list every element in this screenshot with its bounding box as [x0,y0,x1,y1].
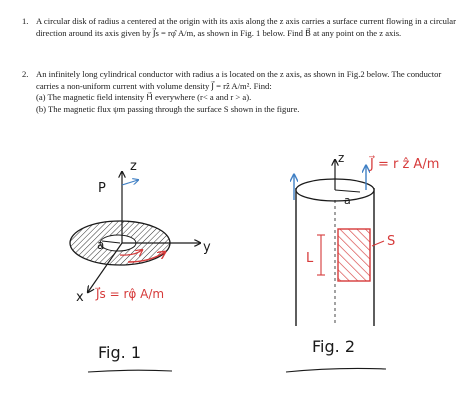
fig1-caption: Fig. 1 [98,343,141,362]
problem-2-text: An infinitely long cylindrical conductor with radius a is located on the z axis, as shown in Fig.2 below. The conductor carries a non-uniform current with volume density J⃗ = rẑ A/m². Find: [36,69,442,91]
fig1-y-label: y [203,240,211,255]
fig2-a-label: a [344,194,351,207]
problem-1-number: 1. [22,16,29,26]
fig2-caption-underline [286,368,386,372]
problem-2-part-a: (a) The magnetic field intensity H⃗ everywhere (r< a and r > a). [36,92,252,103]
fig2-caption: Fig. 2 [312,337,355,356]
fig2-z-label: z [338,151,345,165]
fig2-surface-s [338,229,370,281]
fig1-caption-underline [88,370,172,372]
figure-1 [70,159,211,372]
fig1-z-label: z [130,159,137,174]
problem-2-part-b: (b) The magnetic flux ψm passing through the surface S shown in the figure. [36,103,300,114]
figure-2 [286,151,439,372]
fig1-p-label: P [98,181,106,196]
fig2-s-label: S [387,234,396,249]
problem-2-number: 2. [22,69,29,79]
fig1-x-label: x [76,290,84,305]
fig2-current-label: J⃗ = r ẑ A/m [370,157,440,172]
problem-1-text: A circular disk of radius a centered at the origin with its axis along the z axis carries a surface current flowing in a circular direction around its axis given by J⃗s = rφ̂ A/m, as shown in Fig. 1 below. Find B⃗ at any point on the z axis. [36,16,456,38]
fig2-l-label: L [306,251,314,266]
fig1-point-arrow [122,180,138,185]
fig1-current-label: J⃗s = rφ̂ A/m [96,287,165,301]
fig1-a-label: a [97,238,105,252]
